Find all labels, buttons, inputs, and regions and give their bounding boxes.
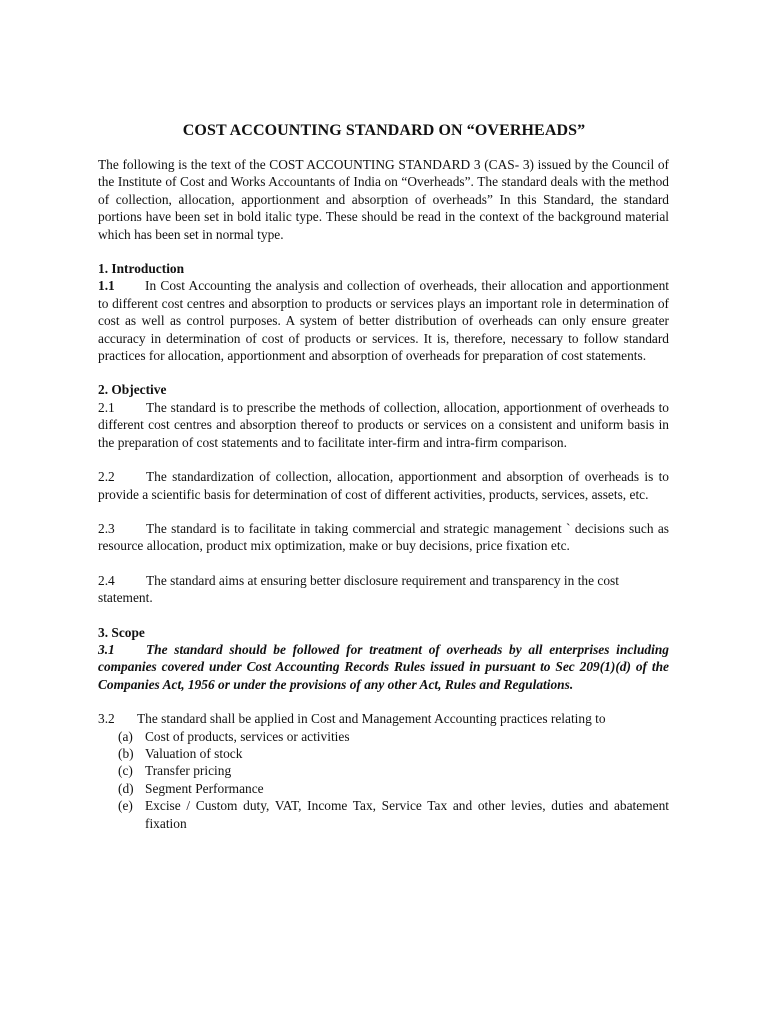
paragraph-text: The standardization of collection, allocation, apportionment and absorption of overheads is to provide a scientific basis for determination of cost of different activities, products, services, assets, etc.	[98, 469, 669, 502]
paragraph-text: The standard should be followed for treatment of overheads by all enterprises including companies covered under Cost Accounting Records Rules issued in pursuant to Sec 209(1)(d) of the Companies Act, 1956 or under the provisions of any other Act, Rules and Regulations.	[98, 641, 669, 692]
list-item	[118, 728, 669, 745]
section-heading-objective: 2. Objective	[98, 382, 167, 398]
paragraph-number: 3.2	[98, 711, 115, 727]
paragraph-number: 3.1	[98, 641, 115, 657]
paragraph-2-1	[98, 399, 669, 451]
list-item	[118, 797, 669, 832]
paragraph-number: 2.4	[98, 572, 115, 588]
section-heading-scope: 3. Scope	[98, 624, 145, 640]
paragraph-text: The standard shall be applied in Cost and Management Accounting practices relating to	[137, 711, 606, 727]
paragraph-number: 2.3	[98, 520, 115, 536]
section-scope	[98, 624, 669, 832]
paragraph-2-4	[98, 572, 669, 607]
paragraph-2-3	[98, 520, 669, 555]
paragraph-text: The standard is to facilitate in taking commercial and strategic management ` decisions such as resource allocation, product mix optimization, make or buy decisions, price fixation etc.	[98, 520, 669, 554]
list-item-label: (a)	[118, 728, 133, 744]
section-heading-introduction: 1. Introduction	[98, 261, 185, 277]
list-item-label: (e)	[118, 798, 133, 814]
paragraph-text: In Cost Accounting the analysis and collection of overheads, their allocation and apportionment to different cost centres and absorption to products or services plays an important role in determination of cost as well as control purposes. A system of better distribution of overheads can only ensure greater accuracy in determination of cost of products or services. It is, therefore, necessary to follow standard practices for allocation, apportionment and absorption of overheads for preparation of cost statements.	[98, 278, 669, 364]
list-item	[118, 745, 669, 762]
paragraph-3-1	[98, 641, 669, 693]
paragraph-number: 1.1	[98, 278, 115, 294]
document-body	[98, 156, 669, 832]
list-item-text: Transfer pricing	[145, 763, 232, 779]
list-item-label: (c)	[118, 763, 133, 779]
paragraph-1-1	[98, 277, 669, 364]
intro-paragraph: The following is the text of the COST ACCOUNTING STANDARD 3 (CAS- 3) issued by the Council of the Institute of Cost and Works Accountants of India on “Overheads”. The standard deals with the method of collection, allocation, apportionment and absorption of overheads” In this Standard, the standard portions have been set in bold italic type. These should be read in the context of the background material which has been set in normal type.	[98, 157, 669, 242]
paragraph-text: The standard is to prescribe the methods of collection, allocation, apportionment of overheads to different cost centres and absorption thereof to products or services on a consistent and uniform basis in the preparation of cost statements and to facilitate inter-firm and intra-firm comparison.	[98, 399, 669, 450]
list-item-text: Valuation of stock	[145, 745, 243, 761]
list-item-label: (b)	[118, 745, 134, 761]
section-objective	[98, 381, 669, 606]
paragraph-number: 2.1	[98, 399, 115, 415]
scope-application-list	[98, 728, 669, 832]
paragraph-number: 2.2	[98, 469, 115, 485]
section-introduction	[98, 260, 669, 364]
list-item	[118, 780, 669, 797]
document-title: COST ACCOUNTING STANDARD ON “OVERHEADS”	[182, 122, 586, 139]
list-item	[118, 762, 669, 779]
list-item-text: Segment Performance	[145, 780, 264, 796]
paragraph-3-2	[98, 710, 669, 727]
paragraph-text: The standard aims at ensuring better disclosure requirement and transparency in the cost statement.	[98, 572, 619, 606]
paragraph-2-2	[98, 468, 669, 503]
list-item-label: (d)	[118, 780, 134, 796]
list-item-text: Cost of products, services or activities	[145, 728, 350, 744]
list-item-text: Excise / Custom duty, VAT, Income Tax, Service Tax and other levies, duties and abatement fixation	[145, 798, 669, 831]
